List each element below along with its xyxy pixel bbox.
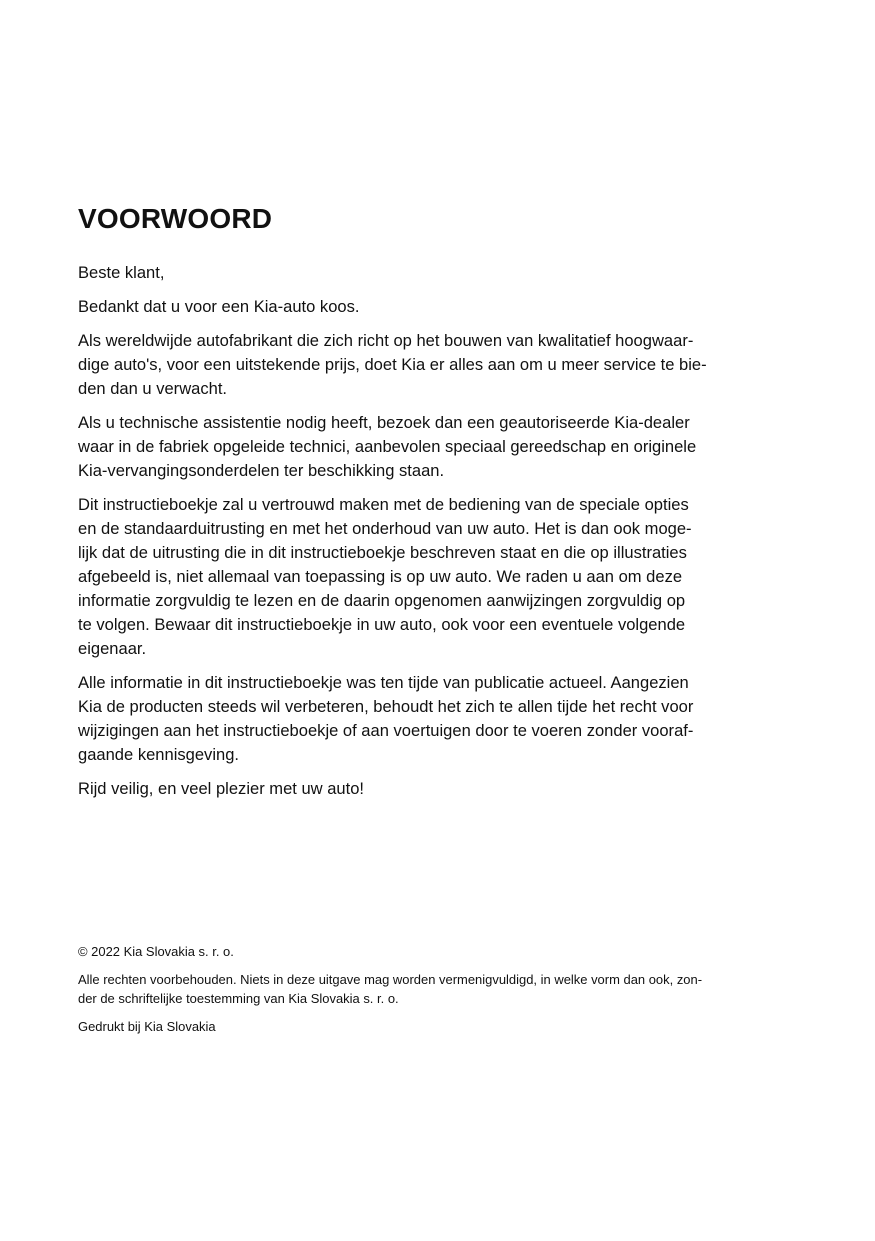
text-line: Rijd veilig, en veel plezier met uw auto! [78,779,365,798]
text-line: eigenaar. [78,639,147,658]
paragraph [78,411,788,483]
paragraph [78,493,788,661]
text-line: en de standaarduitrusting en met het onderhoud van uw auto. Het is dan ook moge- [78,519,692,538]
text-line: Alle rechten voorbehouden. Niets in deze uitgave mag worden vermenigvuldigd, in welke vorm dan ook, zon- [78,972,703,987]
text-line: afgebeeld is, niet allemaal van toepassing is op uw auto. We raden u aan om deze [78,567,683,586]
paragraph [78,777,788,801]
text-line: Gedrukt bij Kia Slovakia [78,1019,216,1034]
text-line: Dit instructieboekje zal u vertrouwd maken met de bediening van de speciale opties [78,495,689,514]
text-line: informatie zorgvuldig te lezen en de daarin opgenomen aanwijzingen zorgvuldig op [78,591,686,610]
text-line: Als u technische assistentie nodig heeft, bezoek dan een geautoriseerde Kia-dealer [78,413,690,432]
text-line: waar in de fabriek opgeleide technici, aanbevolen speciaal gereedschap en originele [78,437,697,456]
paragraph [78,671,788,767]
text-line: Als wereldwijde autofabrikant die zich richt op het bouwen van kwalitatief hoogwaar- [78,331,694,350]
text-line: der de schriftelijke toestemming van Kia Slovakia s. r. o. [78,991,399,1006]
text-line: wijzigingen aan het instructieboekje of aan voertuigen door te voeren zonder vooraf- [78,721,694,740]
text-line: Bedankt dat u voor een Kia-auto koos. [78,297,360,316]
text-line: te volgen. Bewaar dit instructieboekje in uw auto, ook voor een eventuele volgende [78,615,686,634]
text-line: den dan u verwacht. [78,379,228,398]
paragraph [78,295,788,319]
paragraph [78,329,788,401]
paragraph [78,261,788,285]
footer-paragraph [78,1017,788,1036]
text-line: Beste klant, [78,263,165,282]
text-line: Kia-vervangingsonderdelen ter beschikking staan. [78,461,445,480]
footer-paragraph [78,942,788,961]
text-line: dige auto's, voor een uitstekende prijs, doet Kia er alles aan om u meer service te bie- [78,355,707,374]
text-line: gaande kennisgeving. [78,745,240,764]
text-line: Alle informatie in dit instructieboekje was ten tijde van publicatie actueel. Aangezien [78,673,689,692]
footer-paragraph [78,970,788,1008]
text-line: lijk dat de uitrusting die in dit instructieboekje beschreven staat en die op illustraties [78,543,687,562]
text-line: Kia de producten steeds wil verbeteren, behoudt het zich te allen tijde het recht voor [78,697,694,716]
foreword-body [78,261,788,811]
copyright-footer [78,942,788,1045]
text-line: © 2022 Kia Slovakia s. r. o. [78,944,234,959]
page-title: VOORWOORD [78,203,273,234]
